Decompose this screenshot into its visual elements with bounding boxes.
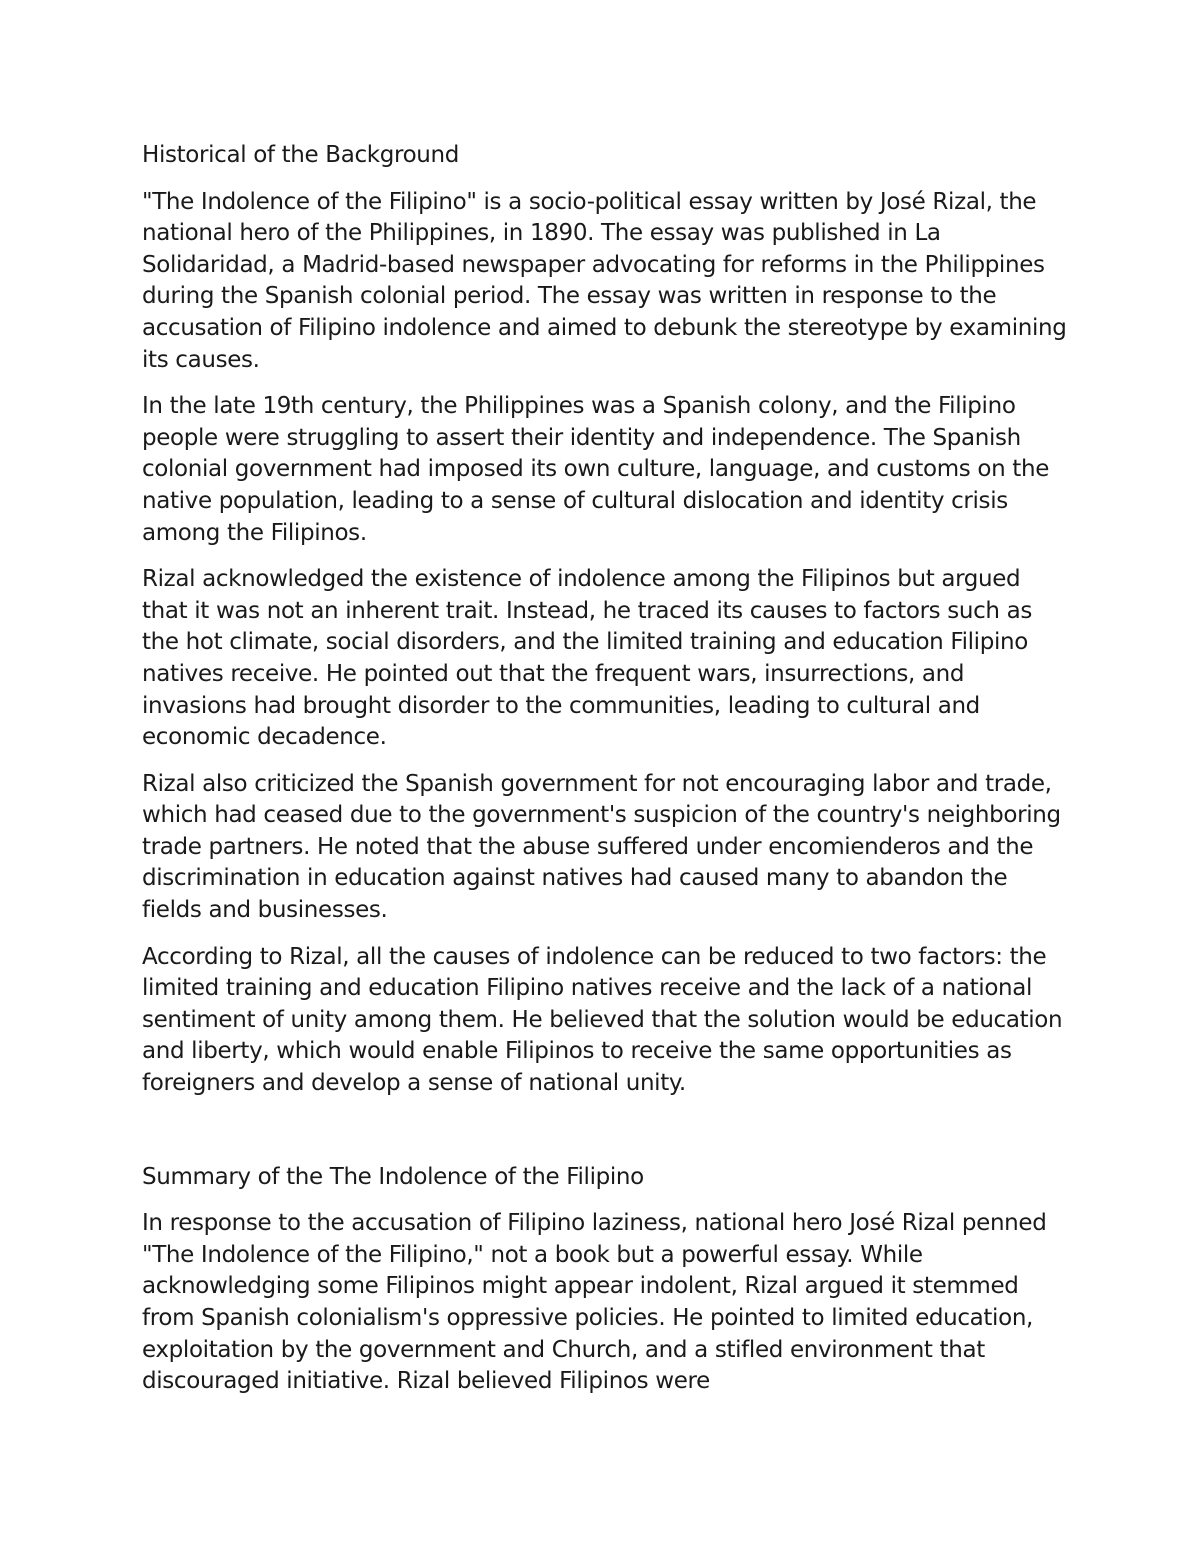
paragraph: Rizal also criticized the Spanish government for not encouraging labor and trade, which had ceased due to the government's suspicion of the country's neighboring trade partners. He noted that the abuse suffered under encomienderos and the discrimination in education against natives had caused many to abandon the fields and businesses.: [142, 770, 1061, 924]
document-body: [142, 140, 1072, 1413]
paragraph: "The Indolence of the Filipino" is a socio-political essay written by José Rizal, the national hero of the Philippines, in 1890. The essay was published in La Solidaridad, a Madrid-based newspaper advocating for reforms in the Philippines during the Spanish colonial period. The essay was written in response to the accusation of Filipino indolence and aimed to debunk the stereotype by examining its causes.: [142, 188, 1067, 373]
section-heading-summary: Summary of the The Indolence of the Filipino: [142, 1163, 644, 1190]
section-heading-historical-background: Historical of the Background: [142, 142, 459, 168]
paragraph: In the late 19th century, the Philippines was a Spanish colony, and the Filipino people were struggling to assert their identity and independence. The Spanish colonial government had imposed its own culture, language, and customs on the native population, leading to a sense of cultural dislocation and identity crisis among the Filipinos.: [142, 393, 1049, 546]
paragraph: In response to the accusation of Filipino laziness, national hero José Rizal penned "The Indolence of the Filipino," not a book but a powerful essay. While acknowledging some Filipinos might appear indolent, Rizal argued it stemmed from Spanish colonialism's oppressive policies. He pointed to limited education, exploitation by the government and Church, and a stifled environment that discouraged initiative. Rizal believed Filipinos were: [142, 1210, 1047, 1395]
paragraph: Rizal acknowledged the existence of indolence among the Filipinos but argued that it was not an inherent trait. Instead, he traced its causes to factors such as the hot climate, social disorders, and the limited training and education Filipino natives receive. He pointed out that the frequent wars, insurrections, and invasions had brought disorder to the communities, leading to cultural and economic decadence.: [142, 566, 1032, 751]
blank-line: [142, 1115, 1072, 1162]
paragraph: According to Rizal, all the causes of indolence can be reduced to two factors: the limited training and education Filipino natives receive and the lack of a national sentiment of unity among them. He believed that the solution would be education and liberty, which would enable Filipinos to receive the same opportunities as foreigners and develop a sense of national unity.: [142, 943, 1063, 1097]
